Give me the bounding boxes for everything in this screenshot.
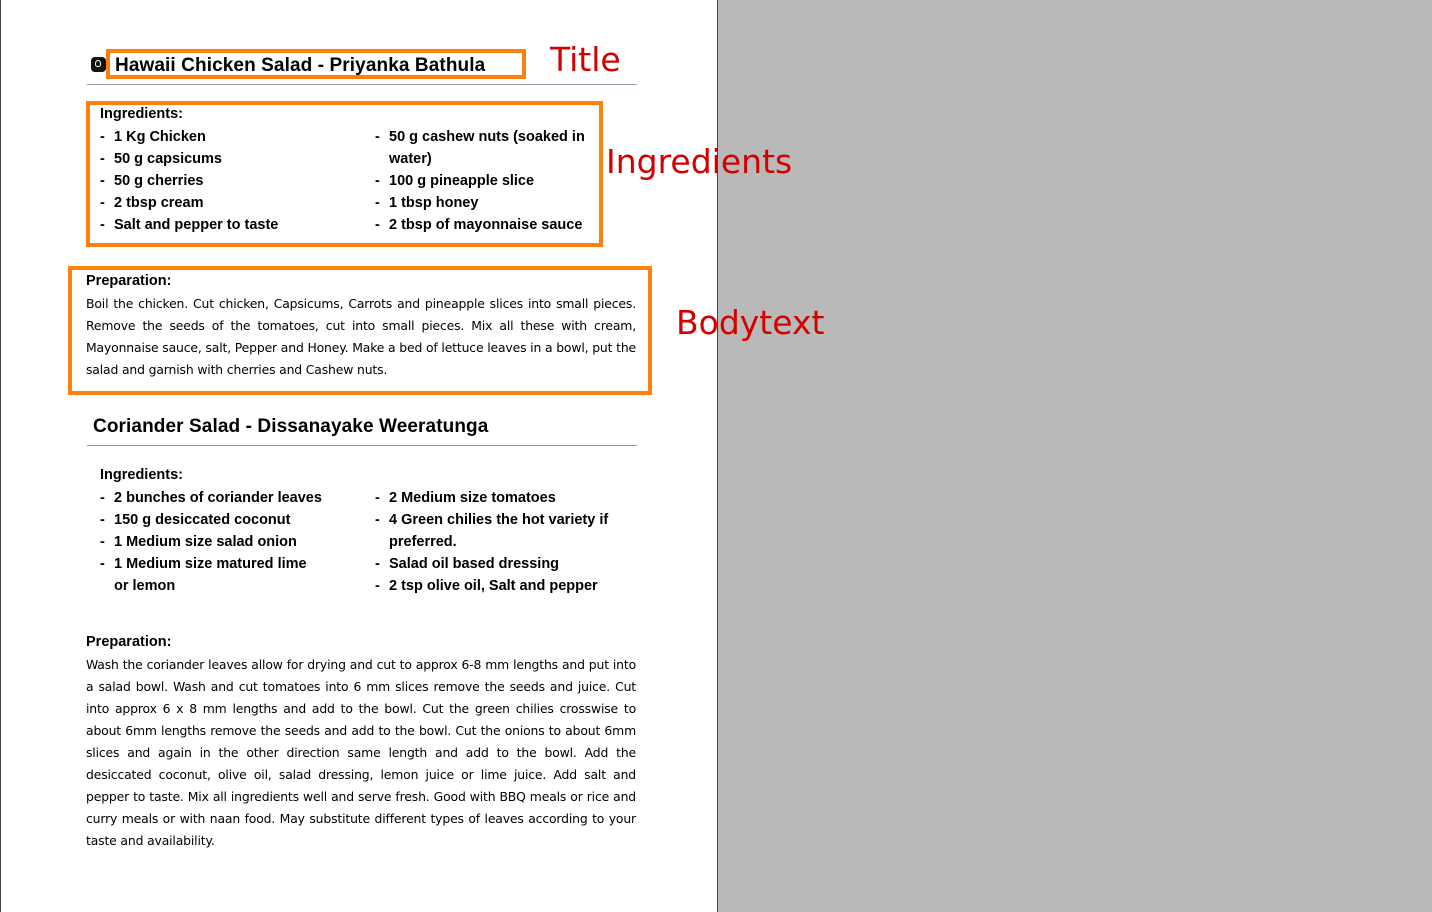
ingredients-annotation-label: Ingredients	[606, 142, 793, 181]
title-annotation-box	[106, 49, 526, 79]
bodytext-annotation-box	[68, 266, 652, 395]
title-rule	[87, 84, 637, 85]
ingredient-item: - Salad oil based dressing	[375, 553, 615, 575]
ingredient-item: - 1 Medium size salad onion	[100, 531, 352, 553]
bodytext-annotation-label: Bodytext	[676, 303, 825, 342]
title-annotation-label: Title	[550, 40, 621, 79]
ingredient-item: - 4 Green chilies the hot variety if preferred.	[375, 509, 615, 553]
ingredient-item: - 50 g cherries	[100, 170, 365, 192]
ingredient-item: - 1 tbsp honey	[375, 192, 599, 214]
ingredient-item: - 50 g cashew nuts (soaked in water)	[375, 126, 599, 170]
ingredient-item: - 2 tbsp cream	[100, 192, 365, 214]
ingredients-list-right	[375, 487, 615, 597]
preparation-text: Boil the chicken. Cut chicken, Capsicums, Carrots and pineapple slices into small pieces. Remove the seeds of the tomatoes, cut into small pieces. Mix all these with cream, Mayonnaise sauce, salt, Pepper and Honey. Make a bed of lettuce leaves in a bowl, put the salad and garnish with cherries and Cashew nuts.	[86, 296, 636, 377]
ingredient-item: - Salt and pepper to taste	[100, 214, 365, 236]
preparation-heading: Preparation:	[86, 634, 172, 650]
ingredients-list-left	[100, 487, 352, 597]
ingredient-item: - 1 Medium size matured lime or lemon	[100, 553, 324, 597]
ingredient-item: - 150 g desiccated coconut	[100, 509, 352, 531]
preparation-heading: Preparation:	[86, 273, 172, 289]
ingredient-item: - 50 g capsicums	[100, 148, 365, 170]
ingredients-heading: Ingredients:	[100, 106, 183, 122]
ingredient-item: - 2 Medium size tomatoes	[375, 487, 615, 509]
recipe-title: Hawaii Chicken Salad - Priyanka Bathula	[115, 55, 486, 76]
recipe-title: Coriander Salad - Dissanayake Weeratunga	[93, 416, 489, 437]
ingredient-item: - 1 Kg Chicken	[100, 126, 365, 148]
recipe-icon	[91, 57, 106, 72]
ingredient-item: - 100 g pineapple slice	[375, 170, 599, 192]
ingredients-heading: Ingredients:	[100, 467, 183, 483]
ingredient-item: - 2 bunches of coriander leaves	[100, 487, 352, 509]
title-rule	[87, 445, 637, 446]
ingredient-item: - 2 tbsp of mayonnaise sauce	[375, 214, 599, 236]
preparation-text: Wash the coriander leaves allow for drying and cut to approx 6-8 mm lengths and put into a salad bowl. Wash and cut tomatoes into 6 mm slices remove the seeds and juice. Cut into approx 6 x 8 mm lengths and add to the bowl. Cut the green chilies crosswise to about 6mm lengths remove the seeds and add to the bowl. Cut the onions to about 6mm slices and again in the other direction same length and add to the bowl. Add the desiccated coconut, olive oil, salad dressing, lemon juice or lime juice. Add salt and pepper to taste. Mix all ingredients well and serve fresh. Good with BBQ meals or rice and curry meals or with naan food. May substitute different types of leaves according to your taste and availability.	[86, 657, 636, 848]
ingredients-annotation-box	[86, 101, 603, 247]
ingredient-item: - 2 tsp olive oil, Salt and pepper	[375, 575, 615, 597]
